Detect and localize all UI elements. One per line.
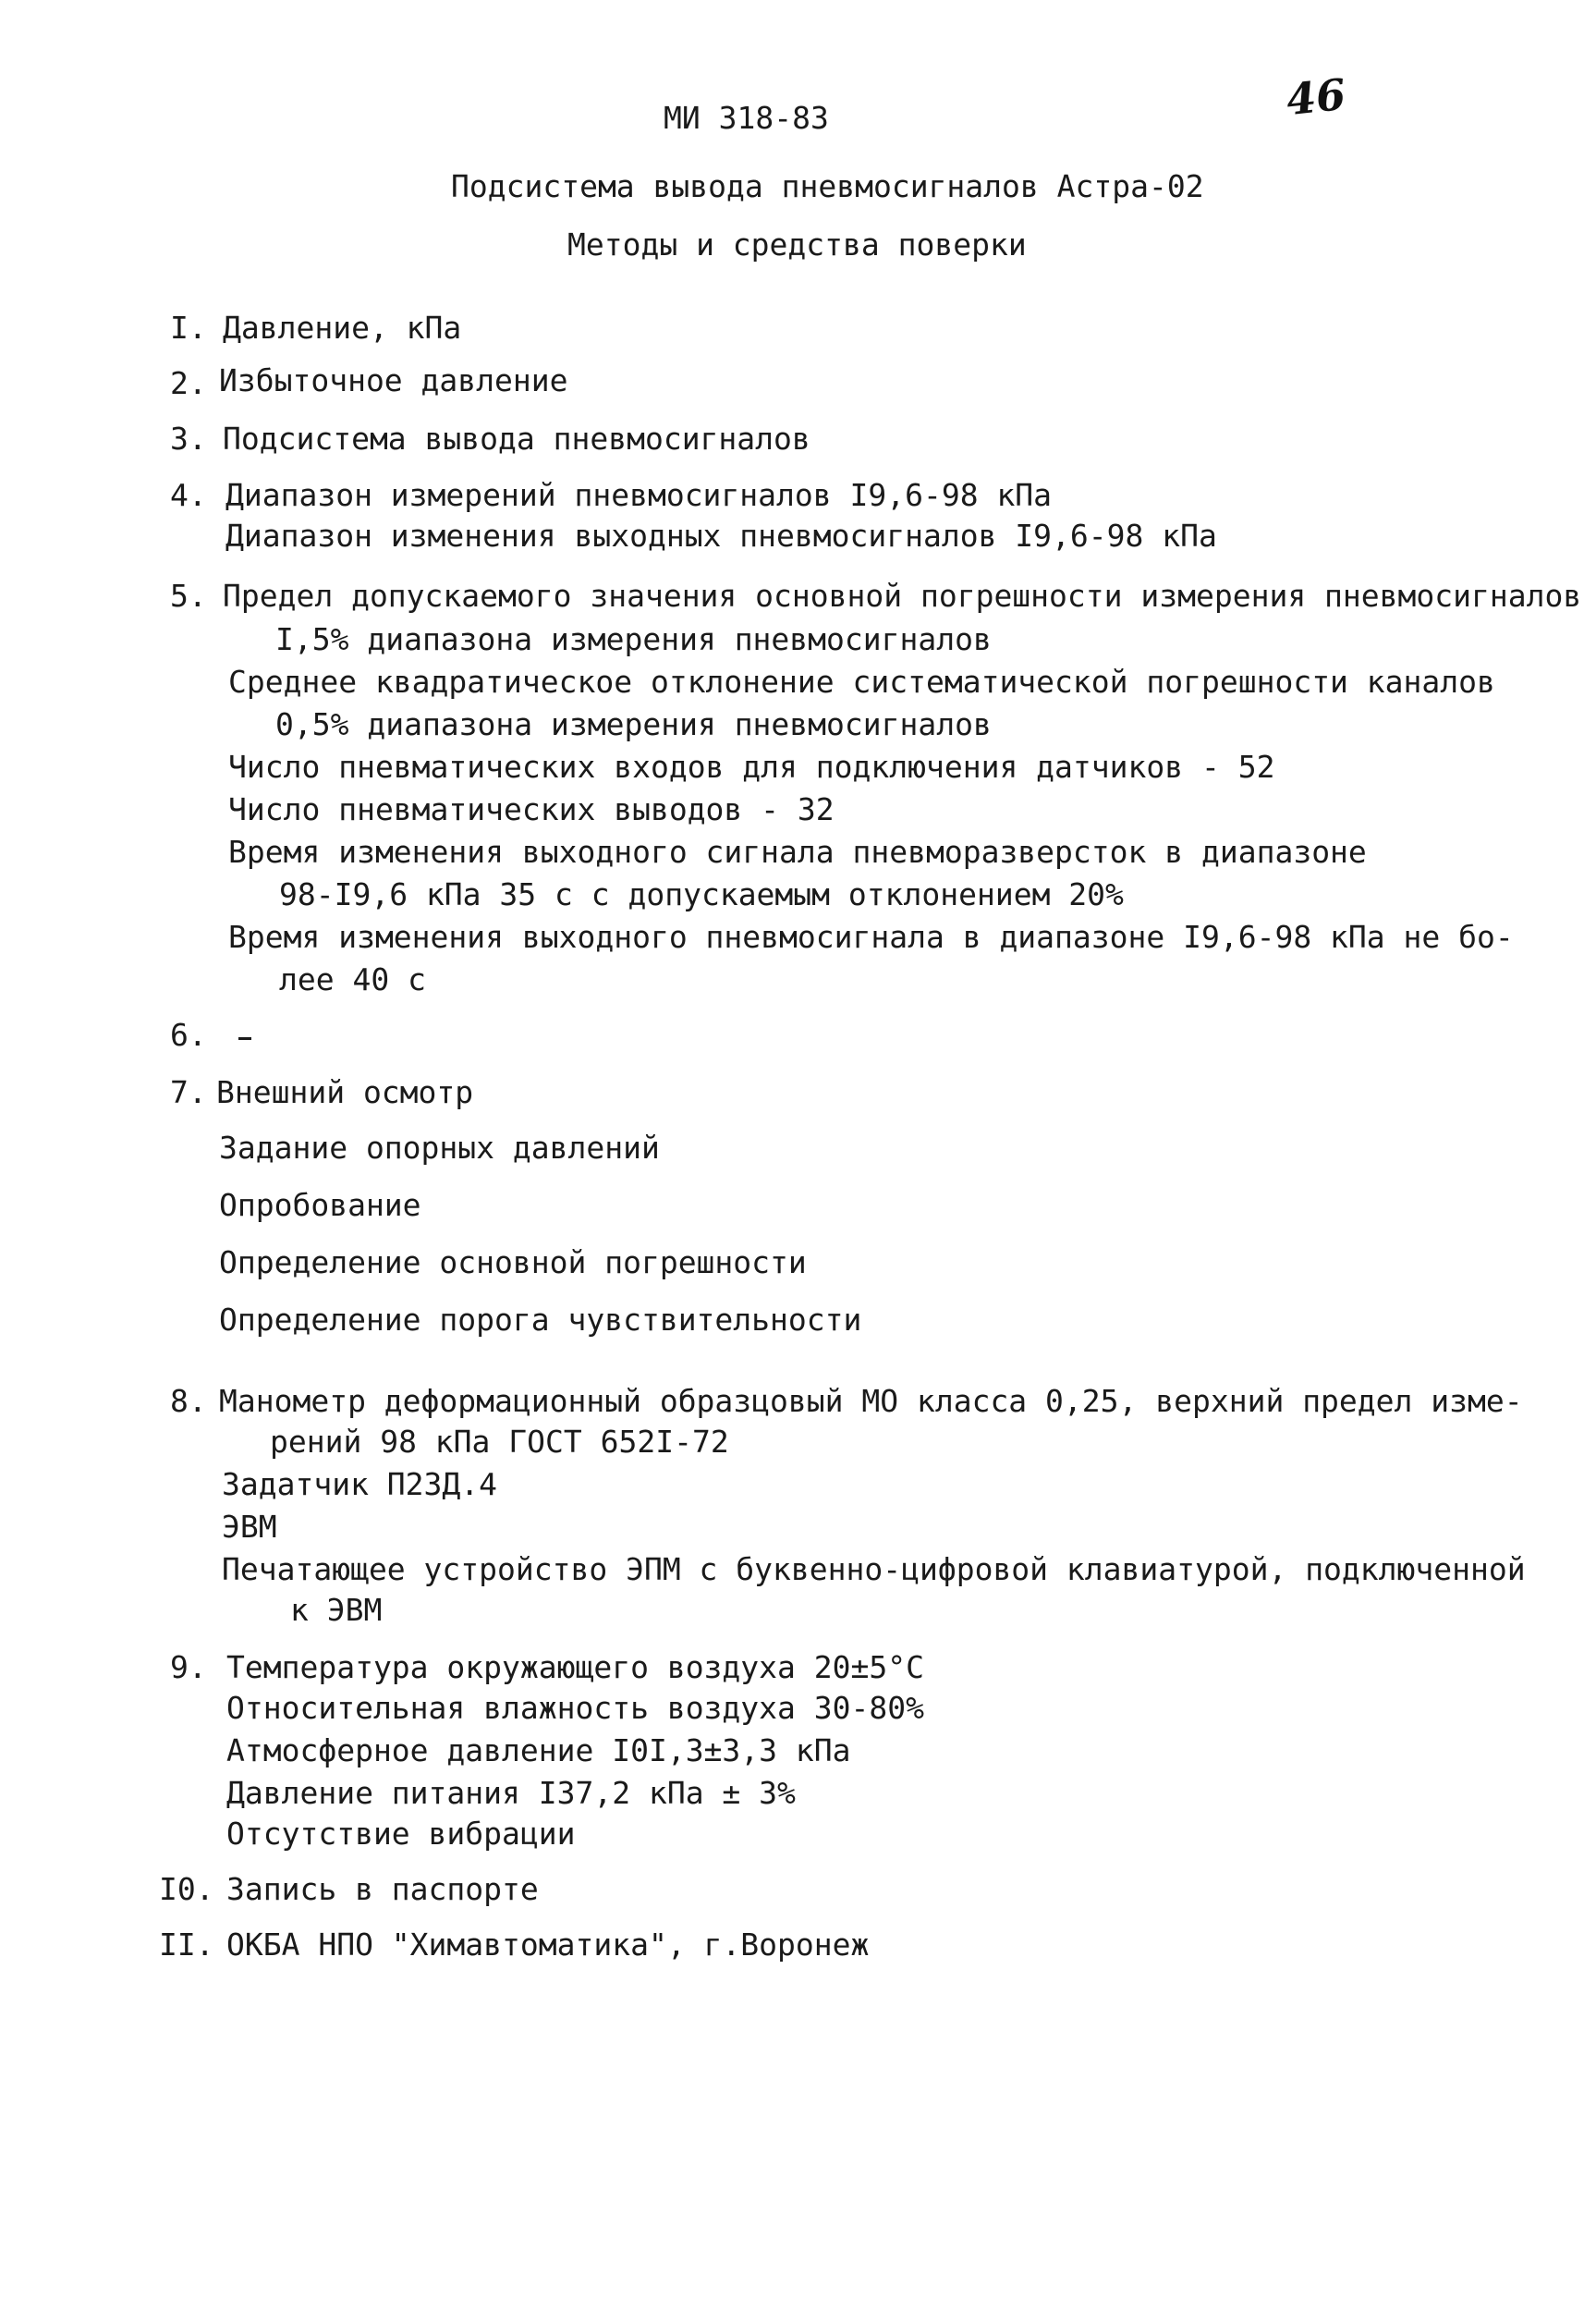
item-number: 4.	[170, 477, 207, 513]
item-text: 0,5% диапазона измерения пневмосигналов	[275, 706, 992, 742]
item-text: Температура окружающего воздуха 20±5°С	[226, 1649, 924, 1685]
item-text: Определение основной погрешности	[219, 1244, 807, 1280]
item-text: Задание опорных давлений	[219, 1130, 660, 1166]
item-text: I,5% диапазона измерения пневмосигналов	[275, 621, 992, 657]
item-number: 2.	[170, 365, 207, 401]
item-text: лее 40 с	[279, 961, 426, 997]
item-text: ЭВМ	[222, 1509, 277, 1545]
item-text: Атмосферное давление I0I,3±3,3 кПа	[226, 1732, 851, 1768]
item-dash	[238, 1037, 251, 1040]
item-text: Число пневматических выводов - 32	[228, 791, 835, 827]
item-text: к ЭВМ	[290, 1592, 383, 1628]
item-text: Манометр деформационный образцовый МО класса 0,25, верхний предел изме-	[219, 1383, 1523, 1419]
document-subtitle: Методы и средства поверки	[567, 226, 1027, 263]
item-text: Давление питания I37,2 кПа ± 3%	[226, 1775, 796, 1811]
item-text: 98-I9,6 кПа 35 с с допускаемым отклонением 20%	[279, 876, 1124, 912]
item-text: Время изменения выходного пневмосигнала в диапазоне I9,6-98 кПа не бо-	[228, 919, 1514, 955]
item-number: I0.	[159, 1871, 214, 1907]
item-number: 8.	[170, 1383, 207, 1419]
document-number: МИ 318-83	[664, 100, 829, 136]
item-text: Избыточное давление	[219, 362, 568, 398]
item-text: Определение порога чувствительности	[219, 1302, 862, 1338]
document-title: Подсистема вывода пневмосигналов Астра-02	[451, 168, 1204, 204]
item-text: Задатчик П23Д.4	[222, 1466, 498, 1502]
item-number: 5.	[170, 578, 207, 614]
item-text: Среднее квадратическое отклонение систематической погрешности каналов	[228, 664, 1495, 700]
item-number: 3.	[170, 421, 207, 457]
item-text: Предел допускаемого значения основной погрешности измерения пневмосигналов	[223, 578, 1582, 614]
item-text: ОКБА НПО "Химавтоматика", г.Воронеж	[226, 1926, 870, 1963]
item-number: 9.	[170, 1649, 207, 1685]
item-number: 7.	[170, 1074, 207, 1110]
item-text: Число пневматических входов для подключения датчиков - 52	[228, 749, 1275, 785]
item-text: Запись в паспорте	[226, 1871, 539, 1907]
item-text: рений 98 кПа ГОСТ 652I-72	[270, 1424, 729, 1460]
item-text: Отсутствие вибрации	[226, 1816, 576, 1852]
item-text: Подсистема вывода пневмосигналов	[223, 421, 810, 457]
item-number: II.	[159, 1926, 214, 1963]
item-text: Давление, кПа	[223, 310, 462, 346]
item-text: Относительная влажность воздуха 30-80%	[226, 1690, 924, 1726]
item-text: Диапазон измерений пневмосигналов I9,6-98 кПа	[225, 477, 1053, 513]
handwritten-page-mark: 46	[1284, 68, 1348, 126]
item-text: Диапазон изменения выходных пневмосигналов I9,6-98 кПа	[225, 518, 1217, 554]
item-text: Внешний осмотр	[216, 1074, 474, 1110]
item-text: Время изменения выходного сигнала пневморазверсток в диапазоне	[228, 834, 1367, 870]
item-number: 6.	[170, 1017, 207, 1053]
item-text: Опробование	[219, 1187, 421, 1223]
item-number: I.	[170, 310, 207, 346]
item-text: Печатающее устройство ЭПМ с буквенно-цифровой клавиатурой, подключенной	[222, 1551, 1526, 1587]
